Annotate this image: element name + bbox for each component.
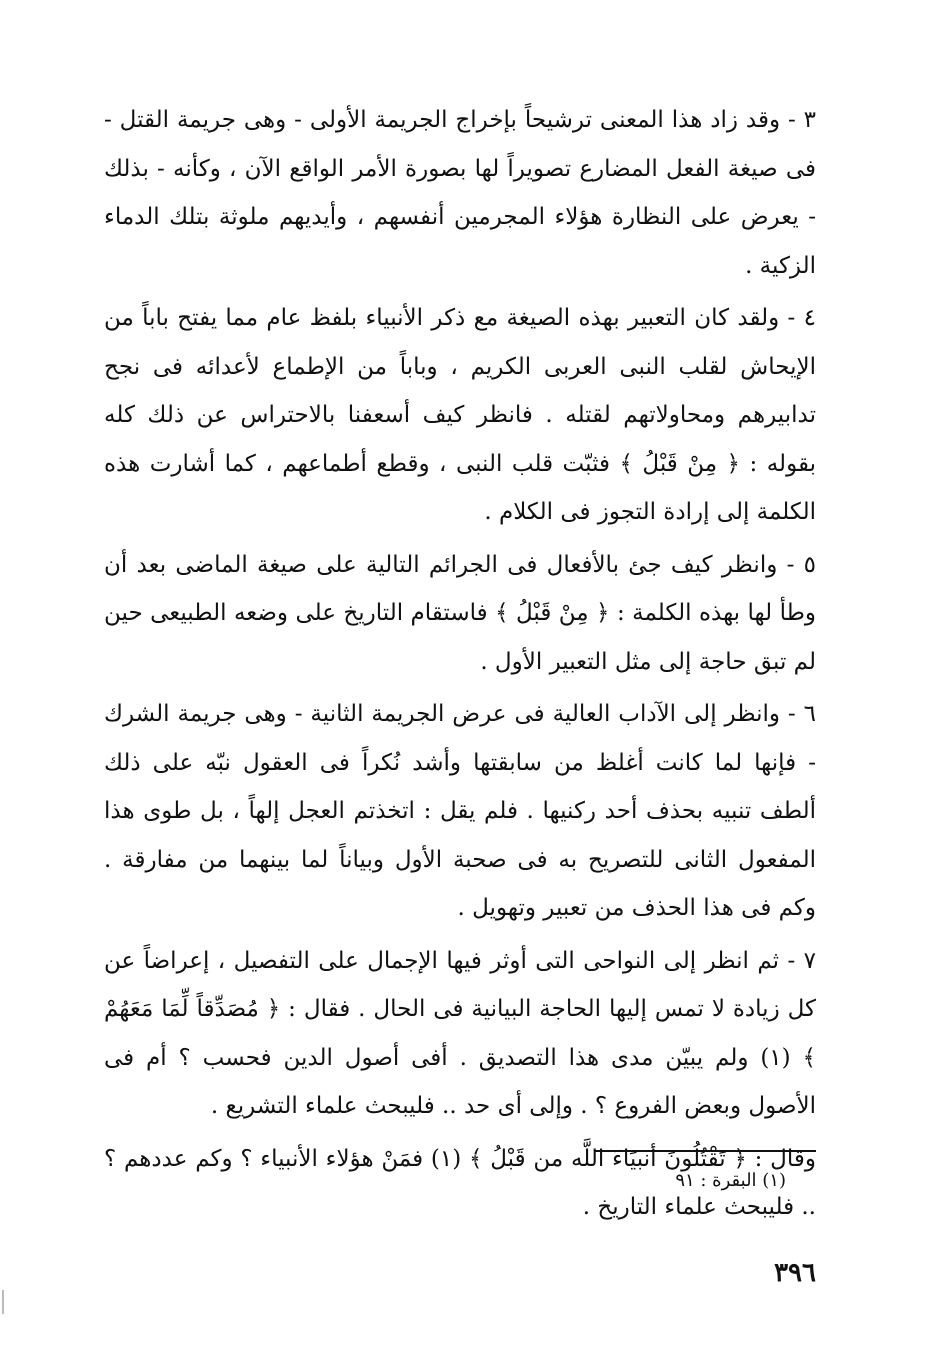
- paragraph-6: ٦ - وانظر إلى الآداب العالية فى عرض الجريمة الثانية - وهى جريمة الشرك - فإنها لما كانت أغلظ من سابقتها وأشد نُكراً فى العقول نبّه على ذلك ألطف تنبيه بحذف أحد ركنيها . فلم يقل : اتخذتم العجل إلهاً ، بل طوى هذا المفعول الثانى للتصريح به فى صحبة الأول وبياناً لما بينهما من مفارقة . وكم فى هذا الحذف من تعبير وتهويل .: [104, 701, 816, 921]
- footnote: (١) البقرة : ٩١: [675, 1170, 786, 1191]
- paragraph-3: ٣ - وقد زاد هذا المعنى ترشيحاً بإخراج الجريمة الأولى - وهى جريمة القتل - فى صيغة الفعل المضارع تصويراً لها بصورة الأمر الواقع الآن ، وكأنه - بذلك - يعرض على النظارة هؤلاء المجرمين أنفسهم ، وأيديهم ملوثة بتلك الدماء الزكية .: [104, 107, 816, 279]
- page-number: ٣٩٦: [774, 1258, 816, 1288]
- paragraph-5: ٥ - وانظر كيف جئ بالأفعال فى الجرائم التالية على صيغة الماضى بعد أن وطأ لها بهذه الكلمة : ﴿ مِنْ قَبْلُ ﴾ فاستقام التاريخ على وضعه الطبيعى حين لم تبق حاجة إلى مثل التعبير الأول .: [104, 551, 816, 675]
- main-text: [104, 96, 816, 1236]
- paragraph-7: ٧ - ثم انظر إلى النواحى التى أوثر فيها الإجمال على التفصيل ، إعراضاً عن كل زيادة لا تمس إليها الحاجة البيانية فى الحال . فقال : ﴿ مُصَدِّقاً لِّمَا مَعَهُمْ ﴾ (١) ولم يبيّن مدى هذا التصديق . أفى أصول الدين فحسب ؟ أم فى الأصول وبعض الفروع ؟ . وإلى أى حد .. فليبحث علماء التشريع .: [104, 947, 816, 1119]
- scan-edge-mark: [2, 1290, 4, 1314]
- footnote-divider: [594, 1150, 816, 1152]
- paragraph-4: ٤ - ولقد كان التعبير بهذه الصيغة مع ذكر الأنبياء بلفظ عام مما يفتح باباً من الإيحاش لقلب النبى العربى الكريم ، وباباً من الإطماع لأعدائه فى نجح تدابيرهم ومحاولاتهم لقتله . فانظر كيف أسعفنا بالاحتراس عن ذلك كله بقوله : ﴿ مِنْ قَبْلُ ﴾ فثبّت قلب النبى ، وقطع أطماعهم ، كما أشارت هذه الكلمة إلى إرادة التجوز فى الكلام .: [104, 305, 816, 525]
- paragraph-continuation: وقال : ﴿ تَقْتُلُونَ أنبيَاءَ اللَّه من قَبْلُ ﴾ (١) فمَنْ هؤلاء الأنبياء ؟ وكم عددهم ؟ .. فليبحث علماء التاريخ .: [104, 1145, 816, 1220]
